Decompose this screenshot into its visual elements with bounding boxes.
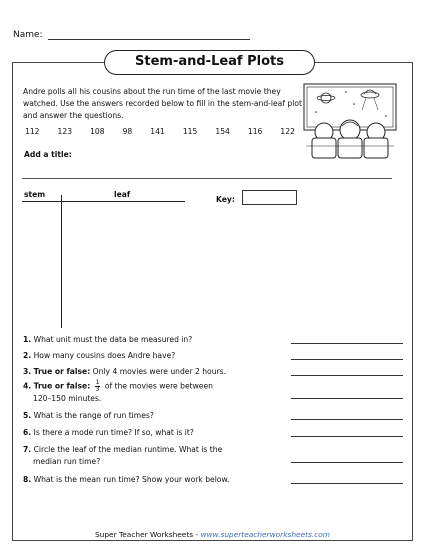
question-1: 1. What unit must the data be measured in? <box>23 335 193 344</box>
answer-line-1[interactable] <box>291 343 403 344</box>
footer-url[interactable]: www.superteacherworksheets.com <box>200 530 330 539</box>
question-7: 7. Circle the leaf of the median runtime. What is the median run time? <box>23 445 223 466</box>
value-item: 116 <box>247 127 263 136</box>
add-title-label: Add a title: <box>24 150 72 159</box>
intro-text: Andre polls all his cousins about the run time of the last movie they watched. Use the answers recorded below to fill in the stem-and-leaf plot and answer the questions. <box>23 87 302 120</box>
answer-line-3[interactable] <box>291 375 403 376</box>
answer-line-6[interactable] <box>291 436 403 437</box>
answer-line-8[interactable] <box>291 483 403 484</box>
name-label: Name: <box>13 30 43 40</box>
answer-line-2[interactable] <box>291 359 403 360</box>
value-item: 115 <box>182 127 198 136</box>
question-6: 6. Is there a mode run time? If so, what is it? <box>23 428 194 437</box>
question-2: 2. How many cousins does Andre have? <box>23 351 176 360</box>
title-answer-line[interactable] <box>22 178 392 179</box>
question-8: 8. What is the mean run time? Show your work below. <box>23 475 230 484</box>
plot-divider <box>61 195 62 328</box>
answer-line-4[interactable] <box>291 398 403 399</box>
question-5: 5. What is the range of run times? <box>23 411 154 420</box>
plot-header-rule <box>22 201 185 202</box>
leaf-header: leaf <box>114 190 131 199</box>
answer-line-7[interactable] <box>291 462 403 463</box>
key-input[interactable] <box>242 190 297 205</box>
value-item: 123 <box>57 127 73 136</box>
value-item: 141 <box>150 127 165 136</box>
key-label: Key: <box>216 195 235 204</box>
question-3: 3. True or false: Only 4 movies were under 2 hours. <box>23 367 226 376</box>
value-item: 154 <box>215 127 230 136</box>
value-item: 112 <box>25 127 40 136</box>
value-list <box>25 127 295 136</box>
worksheet-title: Stem-and-Leaf Plots <box>104 50 315 75</box>
value-item: 98 <box>122 127 133 136</box>
footer: Super Teacher Worksheets - www.superteacherworksheets.com <box>94 530 330 539</box>
stem-header: stem <box>24 190 46 199</box>
value-item: 122 <box>280 127 295 136</box>
answer-line-5[interactable] <box>291 419 403 420</box>
question-4: 4. True or false: $\frac{1}{3}$ of the movies were between 120–150 minutes. <box>23 379 213 403</box>
footer-brand: Super Teacher Worksheets <box>94 530 194 539</box>
fraction-one-third: $\frac{1}{3}$ <box>95 379 100 393</box>
movie-audience-illustration <box>298 80 406 160</box>
name-field[interactable] <box>48 39 250 40</box>
value-item: 108 <box>90 127 105 136</box>
